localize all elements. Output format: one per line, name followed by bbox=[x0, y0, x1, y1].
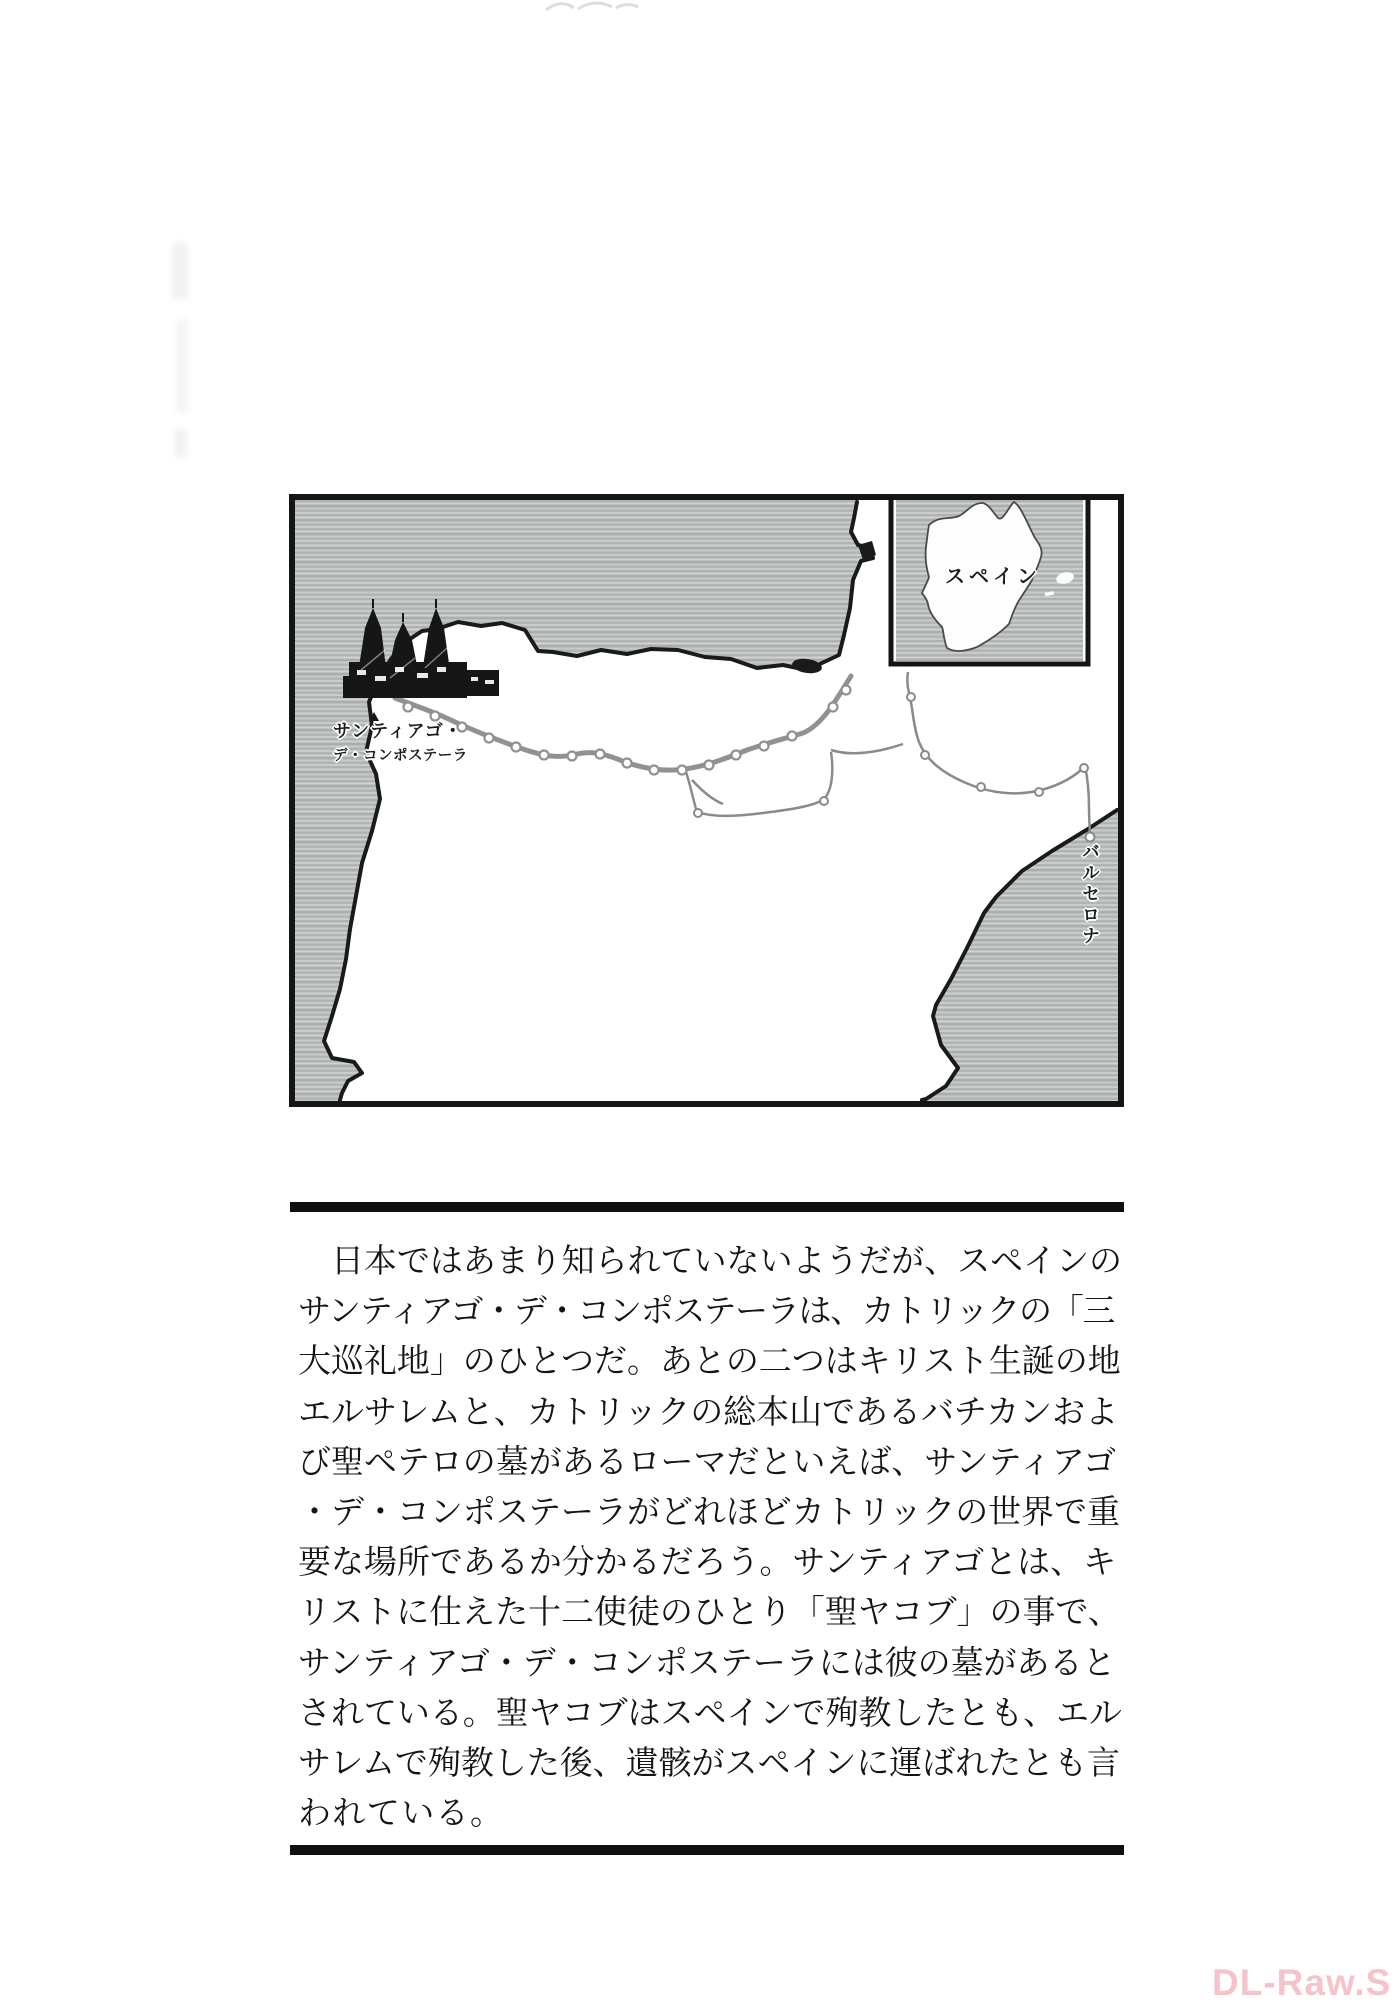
paragraph-line: び聖ペテロの墓があるローマだといえば、サンティアゴ bbox=[298, 1442, 1117, 1480]
scan-artifact-smudge bbox=[172, 242, 188, 300]
paragraph-line: 大巡礼地」のひとつだ。あとの二つはキリスト生誕の地 bbox=[298, 1342, 1121, 1380]
scan-artifact-smudge bbox=[176, 318, 188, 414]
paragraph-line: サンティアゴ・デ・コンポステーラは、カトリックの「三 bbox=[298, 1292, 1115, 1330]
paragraph-line: リストに仕えた十二使徒のひとり「聖ヤコブ」の事で、 bbox=[298, 1593, 1121, 1631]
site-watermark: DL-Raw.S bbox=[1212, 1962, 1392, 2003]
paragraph-line: サレムで殉教した後、遺骸がスペインに運ばれたとも言 bbox=[298, 1744, 1121, 1782]
paragraph-line: されている。聖ヤコブはスペインで殉教したとも、エル bbox=[298, 1693, 1123, 1731]
santiago-label-line1: サンティアゴ・ bbox=[333, 721, 463, 741]
body-paragraph bbox=[298, 1236, 1122, 1838]
barcelona-label: バルセロナ bbox=[1080, 842, 1100, 947]
paragraph-line: エルサレムと、カトリックの総本山であるバチカンおよ bbox=[298, 1392, 1119, 1430]
santiago-label-line2: デ・コンポステーラ bbox=[333, 748, 468, 764]
scan-artifact-smudge bbox=[174, 428, 187, 458]
paragraph-line: ・デ・コンポステーラがどれほどカトリックの世界で重 bbox=[298, 1493, 1121, 1531]
paragraph-line: 日本ではあまり知られていないようだが、スペインの bbox=[298, 1242, 1123, 1279]
camino-map bbox=[295, 500, 1118, 1101]
paragraph-line: サンティアゴ・デ・コンポステーラには彼の墓があると bbox=[298, 1643, 1116, 1681]
pilgrimage-route bbox=[395, 672, 1095, 842]
paragraph-line: われている。 bbox=[298, 1794, 505, 1832]
paragraph-line: 要な場所であるか分かるだろう。サンティアゴとは、キ bbox=[298, 1543, 1117, 1581]
santiago-de-compostela-label bbox=[333, 719, 468, 769]
text-block-top-rule bbox=[290, 1202, 1124, 1212]
text-block-bottom-rule bbox=[290, 1845, 1124, 1855]
spain-inset-label: スペイン bbox=[945, 566, 1041, 588]
scan-artifact-scribble bbox=[540, 0, 670, 16]
sea-atlantic bbox=[295, 500, 876, 1101]
